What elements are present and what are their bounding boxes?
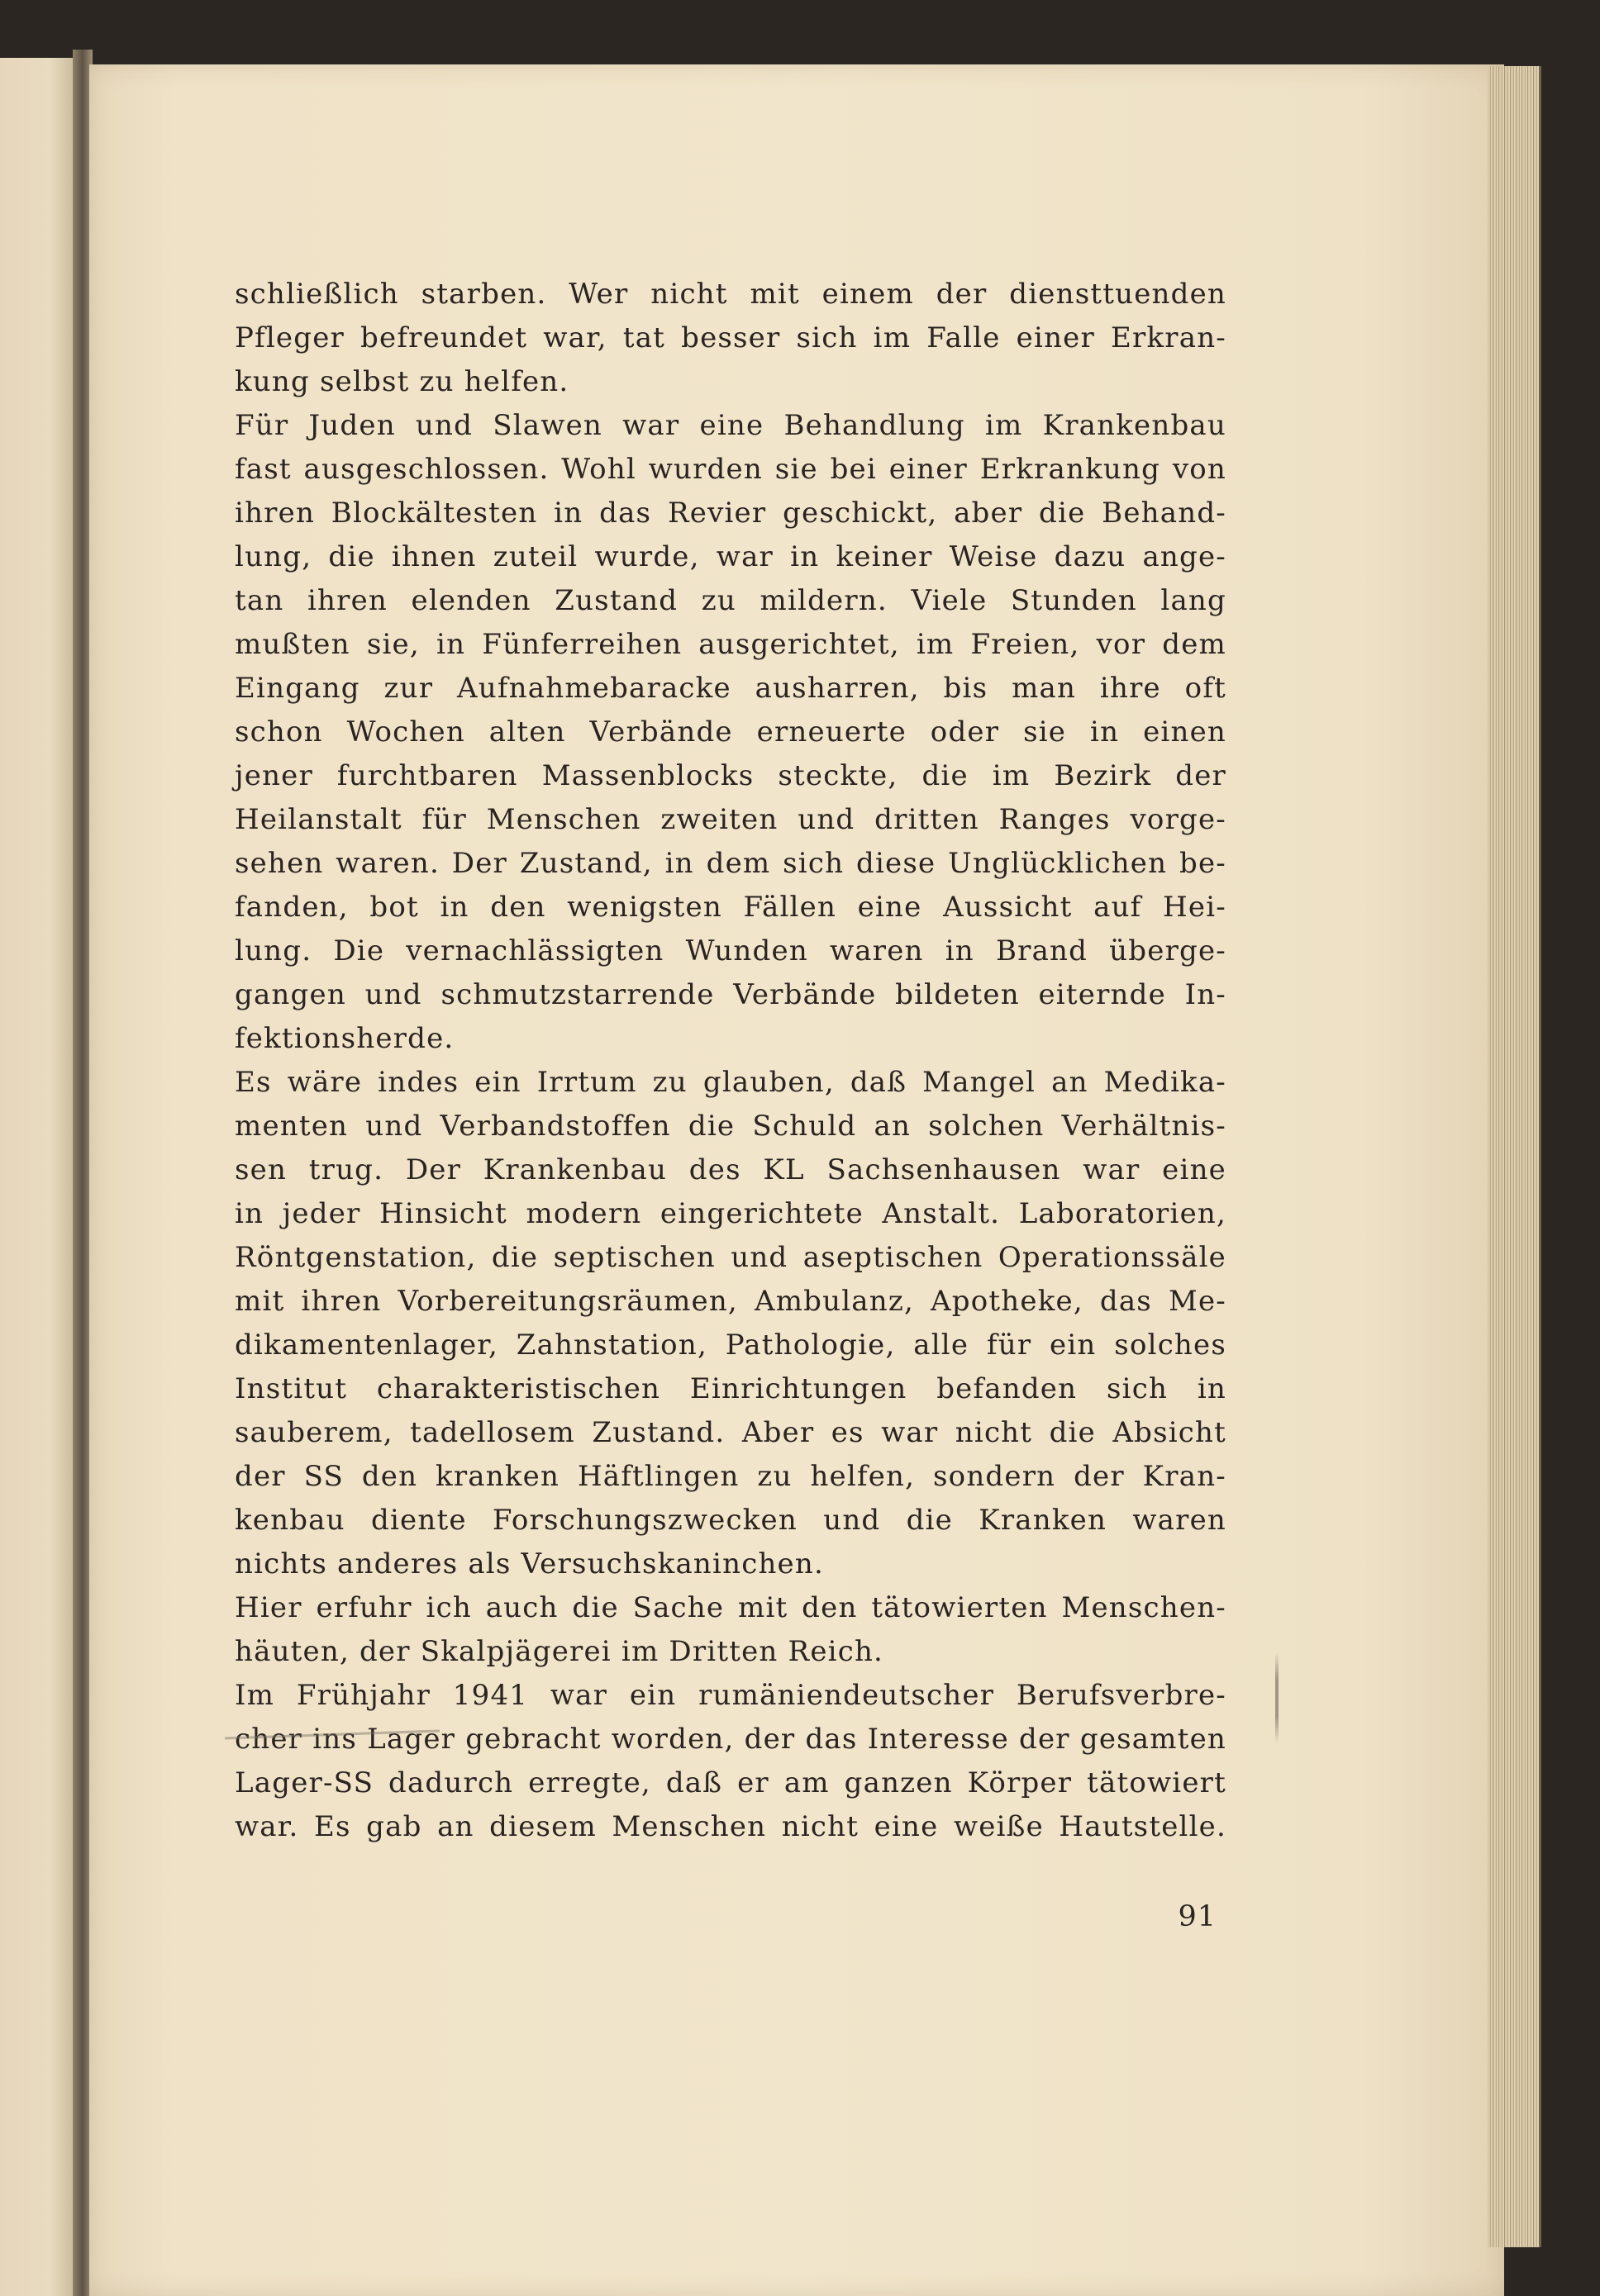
text-line: nichts anderes als Versuchskaninchen.	[235, 1547, 824, 1581]
text-line: in jeder Hinsicht modern eingerichtete Anstalt. Laboratorien,	[235, 1197, 1226, 1230]
text-line: der SS den kranken Häftlingen zu helfen, sondern der Kran-	[235, 1460, 1226, 1493]
text-line: lung. Die vernachlässigten Wunden waren in Brand überge-	[235, 934, 1226, 967]
margin-pencil-mark	[1275, 1652, 1279, 1743]
text-line: kenbau diente Forschungszwecken und die Kranken waren	[235, 1504, 1226, 1537]
text-line: Im Frühjahr 1941 war ein rumäniendeutscher Berufsverbre-	[235, 1679, 1226, 1712]
text-line: gangen und schmutzstarrende Verbände bildeten eiternde In-	[235, 978, 1226, 1011]
text-line: Heilanstalt für Menschen zweiten und dritten Ranges vorge-	[235, 803, 1226, 836]
text-line: Es wäre indes ein Irrtum zu glauben, daß Mangel an Medika-	[235, 1066, 1226, 1099]
text-line: Lager-SS dadurch erregte, daß er am ganzen Körper tätowiert	[235, 1766, 1226, 1799]
text-line: fektionsherde.	[235, 1022, 455, 1055]
text-line: dikamentenlager, Zahnstation, Pathologie, alle für ein solches	[235, 1329, 1226, 1362]
text-line: Pfleger befreundet war, tat besser sich im Falle einer Erkran-	[235, 321, 1226, 354]
text-line: Institut charakteristischen Einrichtungen befanden sich in	[235, 1372, 1226, 1405]
text-line: sen trug. Der Krankenbau des KL Sachsenhausen war eine	[235, 1153, 1226, 1186]
page-edges	[1488, 66, 1541, 2247]
text-line: sehen waren. Der Zustand, in dem sich diese Unglücklichen be-	[235, 847, 1226, 880]
text-line: sauberem, tadellosem Zustand. Aber es war nicht die Absicht	[235, 1416, 1226, 1449]
text-line: tan ihren elenden Zustand zu mildern. Viele Stunden lang	[235, 584, 1226, 617]
text-line: Eingang zur Aufnahmebaracke ausharren, bis man ihre oft	[235, 672, 1226, 705]
body-text	[235, 273, 1226, 1849]
text-line: ihren Blockältesten in das Revier geschickt, aber die Behand-	[235, 497, 1226, 530]
text-line: fast ausgeschlossen. Wohl wurden sie bei einer Erkrankung von	[235, 453, 1226, 486]
text-line: Röntgenstation, die septischen und aseptischen Operationssäle	[235, 1241, 1226, 1274]
text-line: jener furchtbaren Massenblocks steckte, die im Bezirk der	[235, 759, 1226, 792]
text-line: menten und Verbandstoffen die Schuld an solchen Verhältnis-	[235, 1110, 1226, 1143]
text-line: cher ins Lager gebracht worden, der das Interesse der gesamten	[235, 1723, 1226, 1756]
text-line: schließlich starben. Wer nicht mit einem der diensttuenden	[235, 278, 1226, 311]
left-page-edge	[0, 58, 83, 2296]
text-line: schon Wochen alten Verbände erneuerte oder sie in einen	[235, 715, 1226, 749]
text-line: mit ihren Vorbereitungsräumen, Ambulanz, Apotheke, das Me-	[235, 1285, 1226, 1318]
text-line: war. Es gab an diesem Menschen nicht eine weiße Hautstelle.	[235, 1810, 1226, 1843]
text-line: fanden, bot in den wenigsten Fällen eine Aussicht auf Hei-	[235, 891, 1226, 924]
text-line: mußten sie, in Fünferreihen ausgerichtet, im Freien, vor dem	[235, 628, 1226, 661]
text-line: Hier erfuhr ich auch die Sache mit den tätowierten Menschen-	[235, 1591, 1226, 1624]
text-line: Für Juden und Slawen war eine Behandlung im Krankenbau	[235, 409, 1226, 442]
page-number: 91	[1178, 1900, 1217, 1933]
text-line: häuten, der Skalpjägerei im Dritten Reich.	[235, 1635, 884, 1668]
text-line: lung, die ihnen zuteil wurde, war in keiner Weise dazu ange-	[235, 540, 1226, 573]
text-line: kung selbst zu helfen.	[235, 365, 569, 398]
